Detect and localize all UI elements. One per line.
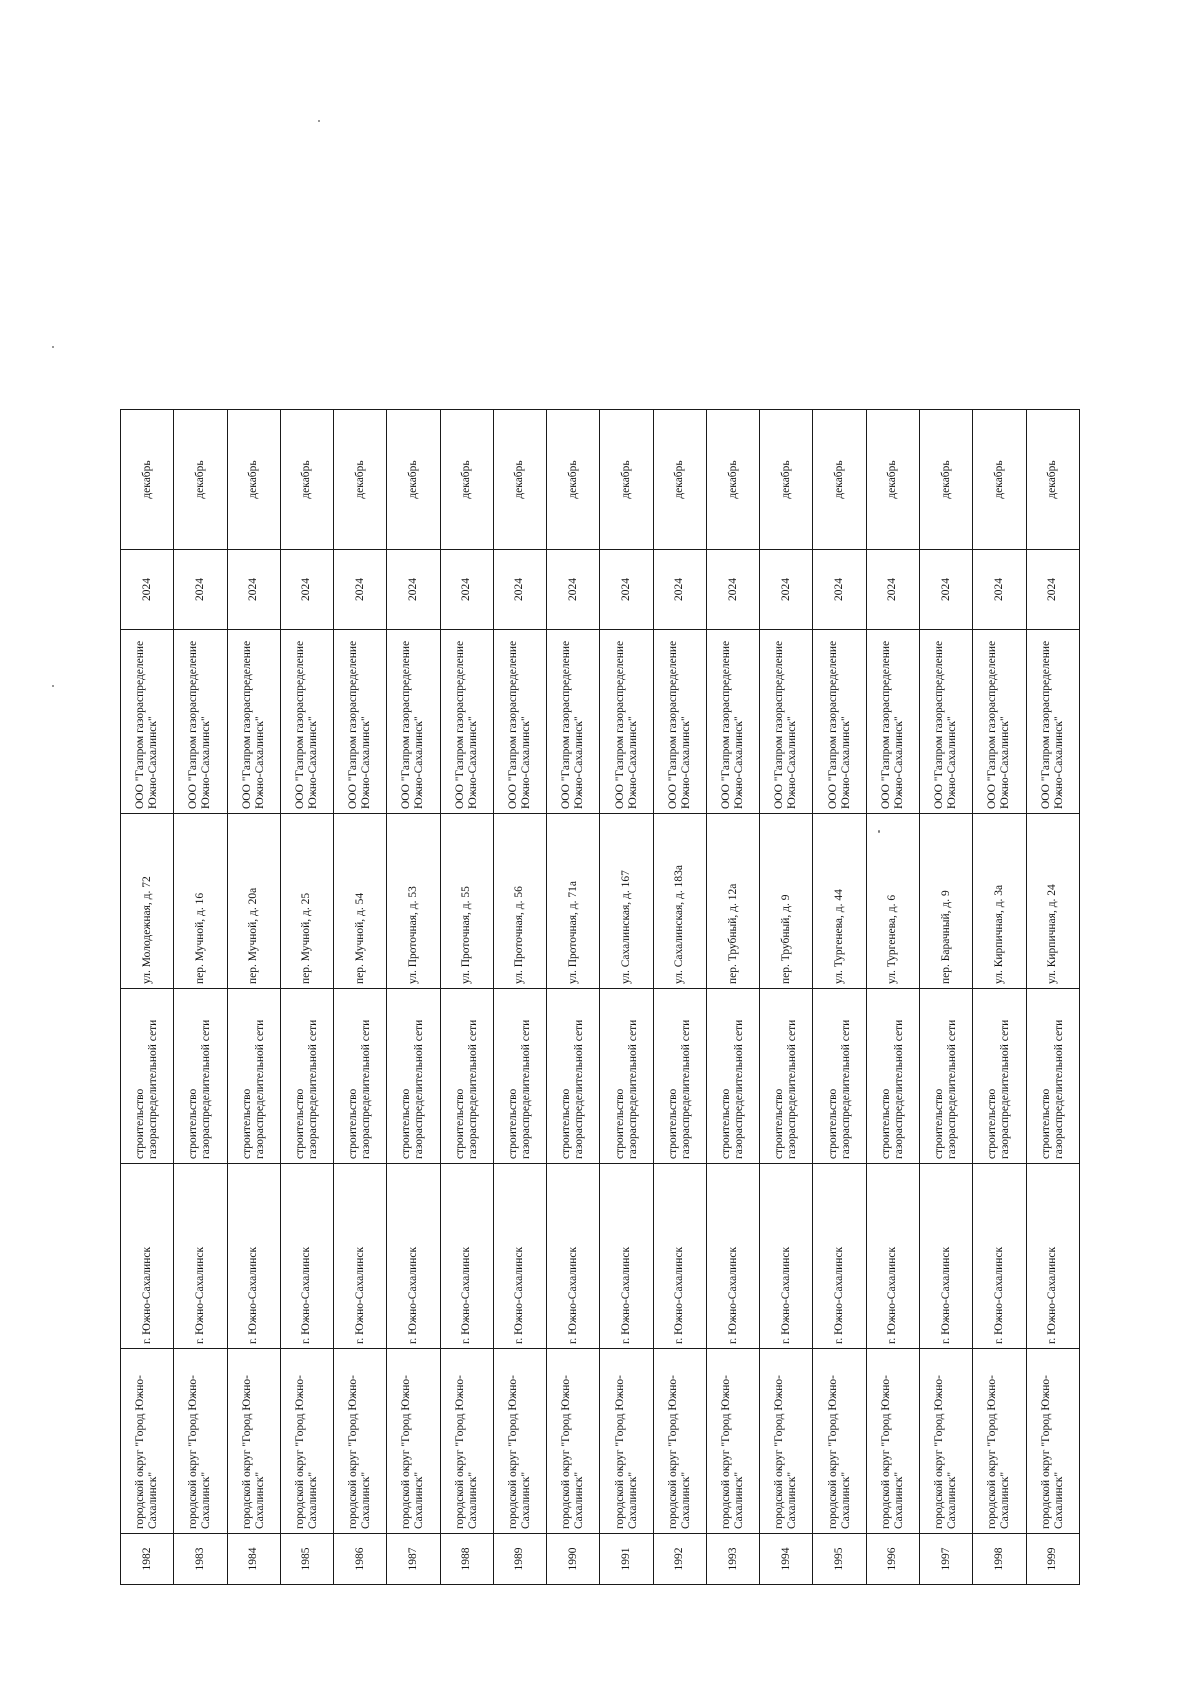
work-type-cell: строительство газораспределительной сети — [440, 989, 493, 1164]
year-cell: 2024 — [813, 550, 866, 630]
city-cell: г. Южно-Сахалинск — [1026, 1164, 1079, 1349]
work-type-cell: строительство газораспределительной сети — [653, 989, 706, 1164]
city-cell: г. Южно-Сахалинск — [813, 1164, 866, 1349]
city-cell: г. Южно-Сахалинск — [387, 1164, 440, 1349]
city-cell: г. Южно-Сахалинск — [227, 1164, 280, 1349]
month-cell: декабрь — [1026, 410, 1079, 550]
work-type-cell: строительство газораспределительной сети — [334, 989, 387, 1164]
organization-cell: ООО "Газпром газораспределение Южно-Сахалинск" — [174, 630, 227, 814]
organization-cell: ООО "Газпром газораспределение Южно-Сахалинск" — [760, 630, 813, 814]
address-cell: ул. Проточная, д. 56 — [493, 814, 546, 989]
scan-speck — [318, 120, 320, 122]
organization-cell: ООО "Газпром газораспределение Южно-Сахалинск" — [919, 630, 972, 814]
month-cell: декабрь — [493, 410, 546, 550]
month-cell: декабрь — [334, 410, 387, 550]
table-body — [121, 410, 1080, 1585]
row-number-cell: 1992 — [653, 1534, 706, 1585]
organization-cell: ООО "Газпром газораспределение Южно-Сахалинск" — [280, 630, 333, 814]
work-type-cell: строительство газораспределительной сети — [1026, 989, 1079, 1164]
organization-cell: ООО "Газпром газораспределение Южно-Сахалинск" — [973, 630, 1026, 814]
year-cell: 2024 — [121, 550, 174, 630]
table-row — [706, 410, 759, 1585]
month-cell: декабрь — [121, 410, 174, 550]
table-row — [919, 410, 972, 1585]
table-row — [1026, 410, 1079, 1585]
address-cell: пер. Трубный, д. 12а — [706, 814, 759, 989]
table-row — [653, 410, 706, 1585]
city-cell: г. Южно-Сахалинск — [280, 1164, 333, 1349]
organization-cell: ООО "Газпром газораспределение Южно-Сахалинск" — [493, 630, 546, 814]
work-type-cell: строительство газораспределительной сети — [174, 989, 227, 1164]
work-type-cell: строительство газораспределительной сети — [760, 989, 813, 1164]
month-cell: декабрь — [387, 410, 440, 550]
address-cell: ул. Тургенева, д. 6 — [866, 814, 919, 989]
address-cell: пер. Трубный, д. 9 — [760, 814, 813, 989]
organization-cell: ООО "Газпром газораспределение Южно-Сахалинск" — [334, 630, 387, 814]
organization-cell: ООО "Газпром газораспределение Южно-Сахалинск" — [121, 630, 174, 814]
organization-cell: ООО "Газпром газораспределение Южно-Сахалинск" — [227, 630, 280, 814]
table-row — [547, 410, 600, 1585]
year-cell: 2024 — [547, 550, 600, 630]
year-cell: 2024 — [653, 550, 706, 630]
district-cell: городской округ "Город Южно-Сахалинск" — [866, 1349, 919, 1534]
district-cell: городской округ "Город Южно-Сахалинск" — [600, 1349, 653, 1534]
work-type-cell: строительство газораспределительной сети — [973, 989, 1026, 1164]
address-cell: ул. Сахалинская, д. 167 — [600, 814, 653, 989]
organization-cell: ООО "Газпром газораспределение Южно-Сахалинск" — [653, 630, 706, 814]
table-row — [600, 410, 653, 1585]
district-cell: городской округ "Город Южно-Сахалинск" — [334, 1349, 387, 1534]
row-number-cell: 1990 — [547, 1534, 600, 1585]
table-row — [334, 410, 387, 1585]
table-row — [493, 410, 546, 1585]
row-number-cell: 1993 — [706, 1534, 759, 1585]
work-type-cell: строительство газораспределительной сети — [280, 989, 333, 1164]
year-cell: 2024 — [387, 550, 440, 630]
table-row — [440, 410, 493, 1585]
city-cell: г. Южно-Сахалинск — [866, 1164, 919, 1349]
work-type-cell: строительство газораспределительной сети — [227, 989, 280, 1164]
row-number-cell: 1995 — [813, 1534, 866, 1585]
address-cell: ул. Сахалинская, д. 183а — [653, 814, 706, 989]
city-cell: г. Южно-Сахалинск — [440, 1164, 493, 1349]
row-number-cell: 1988 — [440, 1534, 493, 1585]
year-cell: 2024 — [227, 550, 280, 630]
month-cell: декабрь — [706, 410, 759, 550]
work-type-cell: строительство газораспределительной сети — [493, 989, 546, 1164]
address-cell: пер. Мучной, д. 20а — [227, 814, 280, 989]
row-number-cell: 1998 — [973, 1534, 1026, 1585]
district-cell: городской округ "Город Южно-Сахалинск" — [547, 1349, 600, 1534]
district-cell: городской округ "Город Южно-Сахалинск" — [280, 1349, 333, 1534]
month-cell: декабрь — [813, 410, 866, 550]
gasification-table — [120, 409, 1080, 1585]
work-type-cell: строительство газораспределительной сети — [600, 989, 653, 1164]
row-number-cell: 1999 — [1026, 1534, 1079, 1585]
work-type-cell: строительство газораспределительной сети — [121, 989, 174, 1164]
year-cell: 2024 — [493, 550, 546, 630]
year-cell: 2024 — [600, 550, 653, 630]
district-cell: городской округ "Город Южно-Сахалинск" — [121, 1349, 174, 1534]
month-cell: декабрь — [973, 410, 1026, 550]
address-cell: ул. Кирпичная, д. 3а — [973, 814, 1026, 989]
address-cell: ул. Проточная, д. 71а — [547, 814, 600, 989]
district-cell: городской округ "Город Южно-Сахалинск" — [706, 1349, 759, 1534]
district-cell: городской округ "Город Южно-Сахалинск" — [440, 1349, 493, 1534]
city-cell: г. Южно-Сахалинск — [919, 1164, 972, 1349]
city-cell: г. Южно-Сахалинск — [600, 1164, 653, 1349]
work-type-cell: строительство газораспределительной сети — [866, 989, 919, 1164]
work-type-cell: строительство газораспределительной сети — [919, 989, 972, 1164]
address-cell: ул. Кирпичная, д. 24 — [1026, 814, 1079, 989]
city-cell: г. Южно-Сахалинск — [493, 1164, 546, 1349]
month-cell: декабрь — [760, 410, 813, 550]
table-row — [760, 410, 813, 1585]
address-cell: ул. Молодежная, д. 72 — [121, 814, 174, 989]
city-cell: г. Южно-Сахалинск — [547, 1164, 600, 1349]
row-number-cell: 1997 — [919, 1534, 972, 1585]
scan-speck — [52, 685, 54, 687]
address-cell: пер. Мучной, д. 16 — [174, 814, 227, 989]
month-cell: декабрь — [174, 410, 227, 550]
table-row — [174, 410, 227, 1585]
organization-cell: ООО "Газпром газораспределение Южно-Сахалинск" — [706, 630, 759, 814]
district-cell: городской округ "Город Южно-Сахалинск" — [387, 1349, 440, 1534]
table-row — [866, 410, 919, 1585]
city-cell: г. Южно-Сахалинск — [706, 1164, 759, 1349]
district-cell: городской округ "Город Южно-Сахалинск" — [973, 1349, 1026, 1534]
work-type-cell: строительство газораспределительной сети — [387, 989, 440, 1164]
address-cell: ул. Тургенева, д. 44 — [813, 814, 866, 989]
month-cell: декабрь — [280, 410, 333, 550]
month-cell: декабрь — [866, 410, 919, 550]
address-cell: пер. Мучной, д. 54 — [334, 814, 387, 989]
address-cell: ул. Проточная, д. 53 — [387, 814, 440, 989]
table-row — [121, 410, 174, 1585]
work-type-cell: строительство газораспределительной сети — [706, 989, 759, 1164]
year-cell: 2024 — [919, 550, 972, 630]
organization-cell: ООО "Газпром газораспределение Южно-Сахалинск" — [440, 630, 493, 814]
city-cell: г. Южно-Сахалинск — [174, 1164, 227, 1349]
year-cell: 2024 — [866, 550, 919, 630]
address-cell: ул. Проточная, д. 55 — [440, 814, 493, 989]
district-cell: городской округ "Город Южно-Сахалинск" — [919, 1349, 972, 1534]
month-cell: декабрь — [227, 410, 280, 550]
year-cell: 2024 — [334, 550, 387, 630]
month-cell: декабрь — [440, 410, 493, 550]
city-cell: г. Южно-Сахалинск — [334, 1164, 387, 1349]
city-cell: г. Южно-Сахалинск — [973, 1164, 1026, 1349]
year-cell: 2024 — [760, 550, 813, 630]
year-cell: 2024 — [174, 550, 227, 630]
row-number-cell: 1983 — [174, 1534, 227, 1585]
district-cell: городской округ "Город Южно-Сахалинск" — [653, 1349, 706, 1534]
row-number-cell: 1986 — [334, 1534, 387, 1585]
address-cell: пер. Мучной, д. 25 — [280, 814, 333, 989]
table-row — [973, 410, 1026, 1585]
table-row — [280, 410, 333, 1585]
organization-cell: ООО "Газпром газораспределение Южно-Сахалинск" — [813, 630, 866, 814]
organization-cell: ООО "Газпром газораспределение Южно-Сахалинск" — [547, 630, 600, 814]
table-row — [813, 410, 866, 1585]
work-type-cell: строительство газораспределительной сети — [547, 989, 600, 1164]
year-cell: 2024 — [280, 550, 333, 630]
city-cell: г. Южно-Сахалинск — [653, 1164, 706, 1349]
organization-cell: ООО "Газпром газораспределение Южно-Сахалинск" — [600, 630, 653, 814]
row-number-cell: 1984 — [227, 1534, 280, 1585]
table-row — [387, 410, 440, 1585]
row-number-cell: 1991 — [600, 1534, 653, 1585]
year-cell: 2024 — [706, 550, 759, 630]
district-cell: городской округ "Город Южно-Сахалинск" — [174, 1349, 227, 1534]
address-cell: пер. Барачный, д. 9 — [919, 814, 972, 989]
month-cell: декабрь — [653, 410, 706, 550]
row-number-cell: 1996 — [866, 1534, 919, 1585]
row-number-cell: 1987 — [387, 1534, 440, 1585]
city-cell: г. Южно-Сахалинск — [121, 1164, 174, 1349]
month-cell: декабрь — [547, 410, 600, 550]
month-cell: декабрь — [600, 410, 653, 550]
work-type-cell: строительство газораспределительной сети — [813, 989, 866, 1164]
organization-cell: ООО "Газпром газораспределение Южно-Сахалинск" — [387, 630, 440, 814]
organization-cell: ООО "Газпром газораспределение Южно-Сахалинск" — [866, 630, 919, 814]
city-cell: г. Южно-Сахалинск — [760, 1164, 813, 1349]
year-cell: 2024 — [973, 550, 1026, 630]
district-cell: городской округ "Город Южно-Сахалинск" — [760, 1349, 813, 1534]
row-number-cell: 1982 — [121, 1534, 174, 1585]
district-cell: городской округ "Город Южно-Сахалинск" — [493, 1349, 546, 1534]
row-number-cell: 1985 — [280, 1534, 333, 1585]
district-cell: городской округ "Город Южно-Сахалинск" — [1026, 1349, 1079, 1534]
row-number-cell: 1989 — [493, 1534, 546, 1585]
organization-cell: ООО "Газпром газораспределение Южно-Сахалинск" — [1026, 630, 1079, 814]
row-number-cell: 1994 — [760, 1534, 813, 1585]
table-row — [227, 410, 280, 1585]
year-cell: 2024 — [440, 550, 493, 630]
rotated-table-wrapper — [120, 410, 1080, 1585]
district-cell: городской округ "Город Южно-Сахалинск" — [227, 1349, 280, 1534]
scan-speck — [52, 346, 54, 348]
district-cell: городской округ "Город Южно-Сахалинск" — [813, 1349, 866, 1534]
year-cell: 2024 — [1026, 550, 1079, 630]
month-cell: декабрь — [919, 410, 972, 550]
